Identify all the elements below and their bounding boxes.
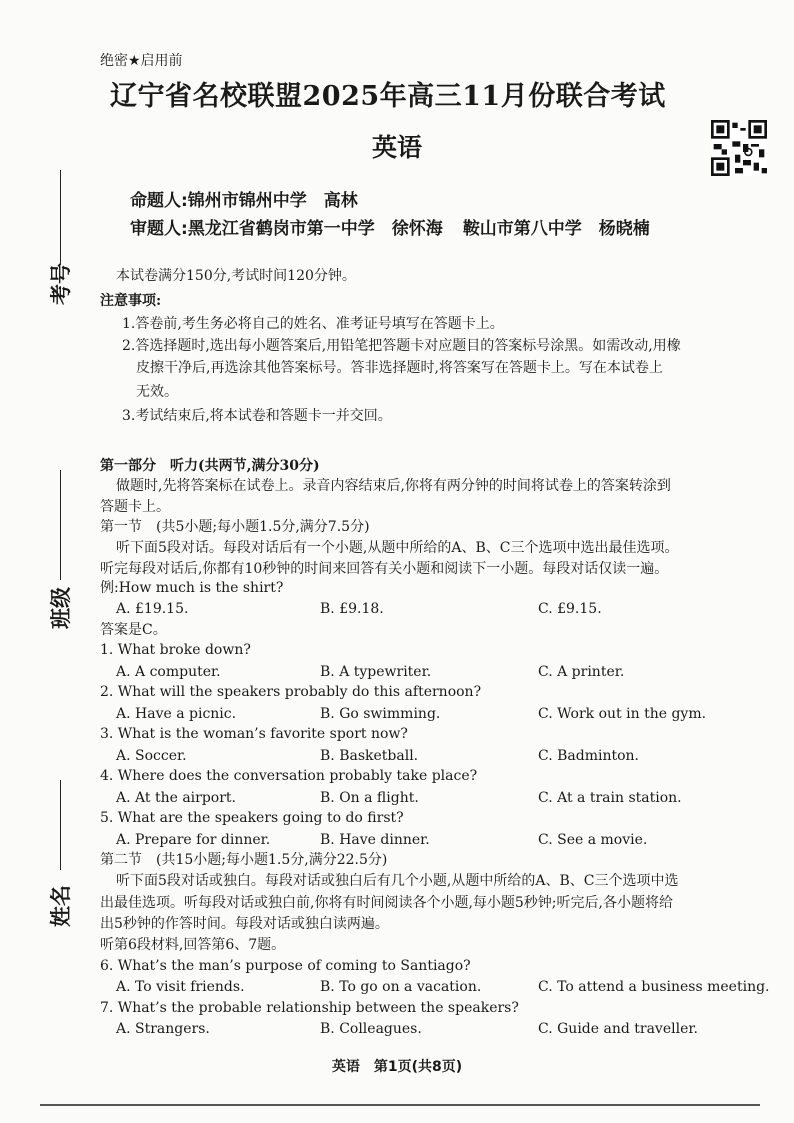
name-label: 姓名 xyxy=(49,885,73,927)
question: 6. What’s the man’s purpose of coming to Santiago? xyxy=(100,958,471,974)
option-a: A. At the airport. xyxy=(116,790,237,806)
exam-number-label: 考号 xyxy=(49,263,73,305)
part1-title: 第一部分 听力(共两节,满分30分) xyxy=(100,458,320,474)
example-answer: 答案是C。 xyxy=(100,622,167,638)
class-label: 班级 xyxy=(49,587,73,629)
option-a: A. To visit friends. xyxy=(116,979,245,995)
option-b: B. A typewriter. xyxy=(320,664,432,680)
notice-title: 注意事项: xyxy=(100,293,162,309)
option-b: B. To go on a vacation. xyxy=(320,979,482,995)
question-options xyxy=(100,704,780,725)
question: 7. What’s the probable relationship between the speakers? xyxy=(100,1000,519,1016)
notice-item: 3.考试结束后,将本试卷和答题卡一并交回。 xyxy=(122,408,392,424)
notice-item: 1.答卷前,考生务必将自己的姓名、准考证号填写在答题卡上。 xyxy=(122,316,504,332)
question: 2. What will the speakers probably do this afternoon? xyxy=(100,684,482,700)
option-a: A. Strangers. xyxy=(116,1021,210,1037)
notice-item: 无效。 xyxy=(136,384,178,400)
option-a: A. A computer. xyxy=(116,664,221,680)
example-question: 例:How much is the shirt? xyxy=(100,580,284,596)
reviewer-label: 审题人: xyxy=(130,219,188,239)
option-c: C. Guide and traveller. xyxy=(538,1021,698,1037)
option-b: B. Go swimming. xyxy=(320,706,441,722)
option-c: C. A printer. xyxy=(538,664,625,680)
question-options xyxy=(100,788,780,809)
option-b: B. Colleagues. xyxy=(320,1021,422,1037)
score-time: 本试卷满分150分,考试时间120分钟。 xyxy=(116,268,356,284)
option-a: A. Have a picnic. xyxy=(116,706,237,722)
reviewer-line xyxy=(130,214,670,239)
question: 1. What broke down? xyxy=(100,642,251,658)
question-options xyxy=(100,977,780,998)
section2-instruction: 出5秒钟的作答时间。每段对话或独白读两遍。 xyxy=(100,916,389,932)
part1-instruction: 答题卡上。 xyxy=(100,499,170,515)
section2-title: 第二节 (共15小题;每小题1.5分,满分22.5分) xyxy=(100,852,388,868)
question: 3. What is the woman’s favorite sport now? xyxy=(100,726,408,742)
confidential-mark: 绝密★启用前 xyxy=(100,53,183,69)
option-b: B. Basketball. xyxy=(320,748,419,764)
fill-line xyxy=(60,470,61,580)
qr-code-icon xyxy=(711,120,767,176)
option-c: C. To attend a business meeting. xyxy=(538,979,770,995)
question: 5. What are the speakers going to do first? xyxy=(100,810,404,826)
part1-instruction: 做题时,先将答案标在试卷上。录音内容结束后,你将有两分钟的时间将试卷上的答案转涂到 xyxy=(116,478,671,494)
option-c: C. Work out in the gym. xyxy=(538,706,707,722)
option-c: C. Badminton. xyxy=(538,748,640,764)
notice-item: 2.答选择题时,选出每小题答案后,用铅笔把答题卡对应题目的答案标号涂黑。如需改动,用橡 xyxy=(122,338,681,354)
option-b: B. On a flight. xyxy=(320,790,419,806)
exam-title: 辽宁省名校联盟2025年高三11月份联合考试 xyxy=(110,81,666,112)
question-options xyxy=(100,662,780,683)
option-b: B. £9.18. xyxy=(320,601,384,617)
fill-line xyxy=(60,170,61,265)
option-a: A. Prepare for dinner. xyxy=(116,832,271,848)
section1-title: 第一节 (共5小题;每小题1.5分,满分7.5分) xyxy=(100,519,370,535)
section2-instruction: 听下面5段对话或独白。每段对话或独白后有几个小题,从题中所给的A、B、C三个选项中选 xyxy=(116,873,679,889)
section2-instruction: 出最佳选项。听每段对话或独白前,你将有时间阅读各个小题,每小题5秒钟;听完后,各小题将给 xyxy=(100,895,673,911)
subject-title: 英语 xyxy=(371,133,422,162)
section1-instruction: 听完每段对话后,你都有10秒钟的时间来回答有关小题和阅读下一小题。每段对话仅读一遍。 xyxy=(100,561,669,577)
question-options xyxy=(100,1019,780,1040)
section1-instruction: 听下面5段对话。每段对话后有一个小题,从题中所给的A、B、C三个选项中选出最佳选项。 xyxy=(116,540,679,556)
notice-item: 皮擦干净后,再选涂其他答案标号。答非选择题时,将答案写在答题卡上。写在本试卷上 xyxy=(136,360,663,376)
fill-line xyxy=(60,780,61,870)
example-options xyxy=(100,599,780,620)
option-b: B. Have dinner. xyxy=(320,832,430,848)
option-a: A. £19.15. xyxy=(116,601,189,617)
option-c: C. £9.15. xyxy=(538,601,602,617)
option-a: A. Soccer. xyxy=(116,748,187,764)
option-c: C. At a train station. xyxy=(538,790,682,806)
reviewer-name: 鞍山市第八中学 杨晓楠 xyxy=(462,219,650,239)
material-note: 听第6段材料,回答第6、7题。 xyxy=(100,937,286,953)
page-edge-line xyxy=(40,1104,760,1106)
class-field xyxy=(40,470,80,640)
question: 4. Where does the conversation probably take place? xyxy=(100,768,478,784)
question-options xyxy=(100,746,780,767)
option-c: C. See a movie. xyxy=(538,832,648,848)
reviewer-name: 黑龙江省鹤岗市第一中学 徐怀海 xyxy=(187,219,443,239)
name-field xyxy=(40,780,80,950)
exam-number-field xyxy=(40,170,80,330)
page-footer: 英语 第1页(共8页) xyxy=(331,1059,463,1075)
author-line: 命题人:锦州市锦州中学 高林 xyxy=(130,191,358,211)
question-options xyxy=(100,830,780,851)
